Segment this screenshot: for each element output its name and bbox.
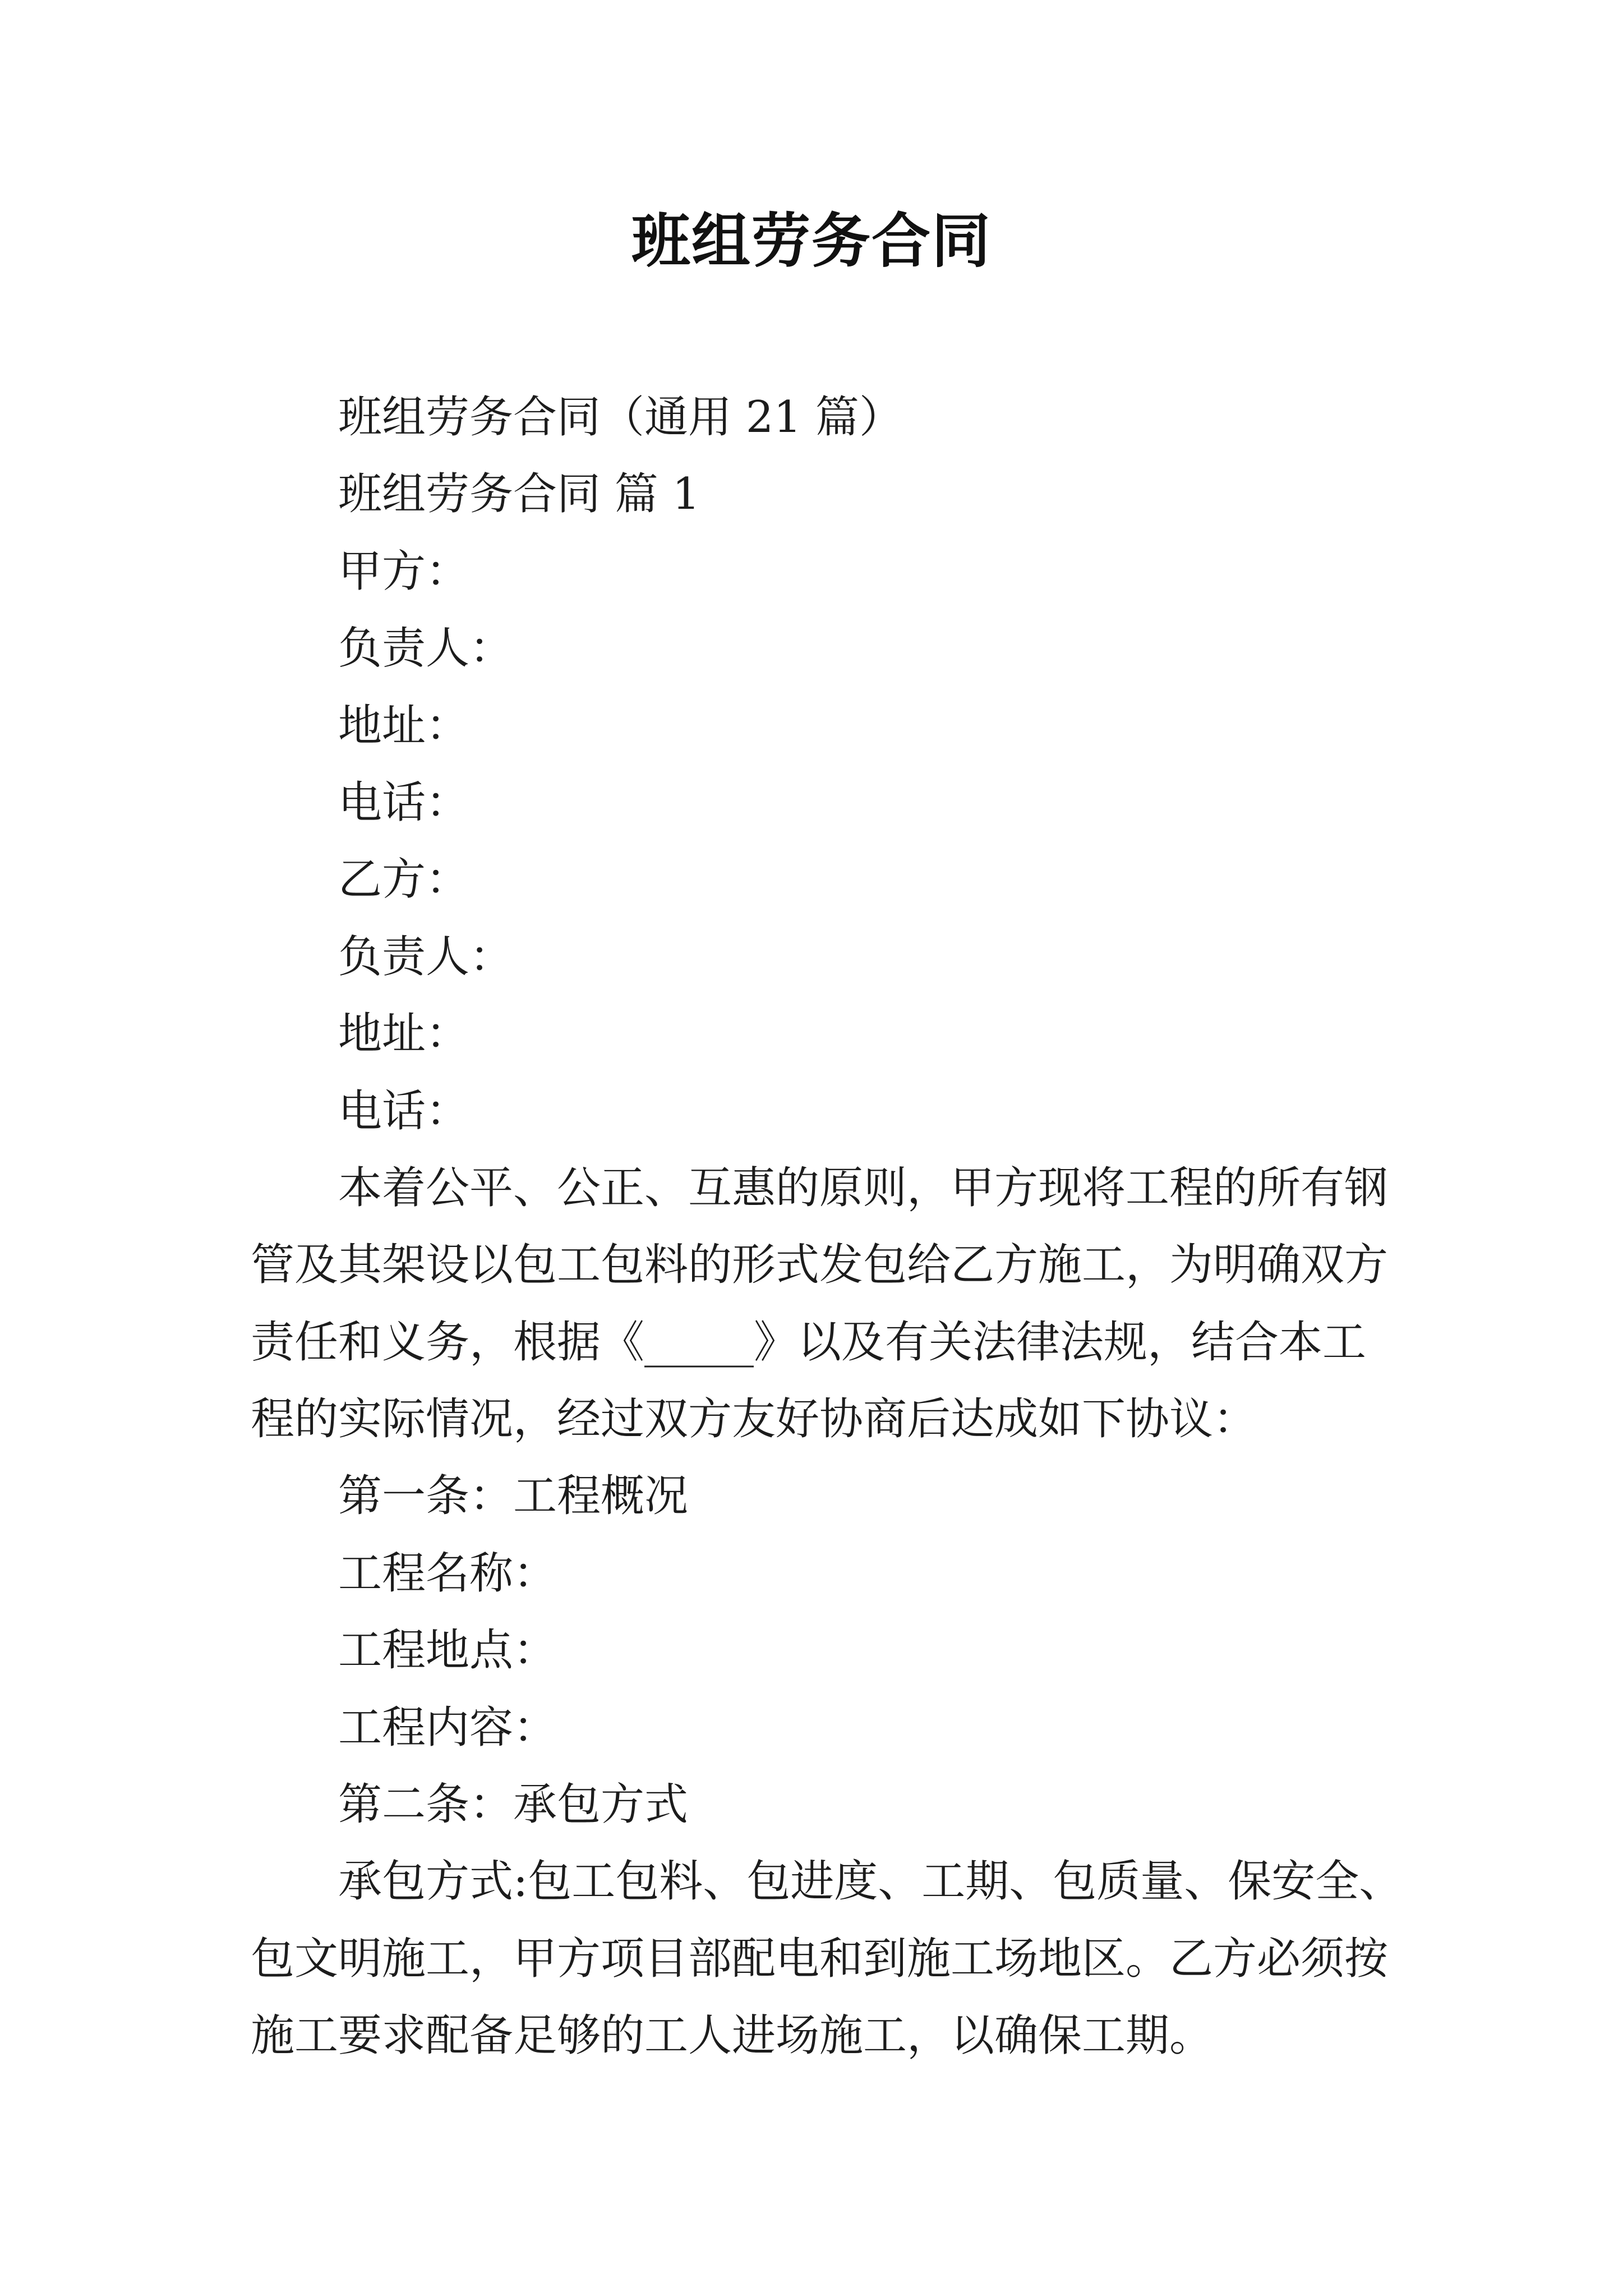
party-b-person: 负责人： (338, 931, 514, 982)
party-a-person: 负责人： (338, 623, 514, 674)
preamble-line: 程的实际情况，经过双方友好协商后达成如下协议： (251, 1394, 1257, 1445)
party-a-phone: 电话： (338, 777, 470, 828)
party-b-label: 乙方： (338, 854, 470, 905)
preamble-line: 本着公平、公正、互惠的原则，甲方现将工程的所有钢 (338, 1162, 1389, 1213)
article-2-body-line: 施工要求配备足够的工人进场施工，以确保工期。 (251, 2010, 1214, 2062)
section-heading: 班组劳务合同 篇 1 (338, 469, 700, 520)
article-2-body-line: 承包方式:包工包料、包进度、工期、包质量、保安全、 (338, 1856, 1403, 1907)
preamble-line: 管及其架设以包工包料的形式发包给乙方施工，为明确双方 (251, 1240, 1389, 1291)
article-2-body-line: 包文明施工，甲方项目部配电和到施工场地区。乙方必须按 (251, 1933, 1389, 1984)
party-a-label: 甲方： (338, 546, 470, 597)
preamble-line: 责任和义务，根据《_____》以及有关法律法规，结合本工 (251, 1317, 1367, 1368)
document-subtitle: 班组劳务合同（通用 21 篇） (338, 392, 903, 443)
party-a-address: 地址： (338, 700, 470, 751)
party-b-address: 地址： (338, 1009, 470, 1060)
party-b-phone: 电话： (338, 1085, 470, 1137)
document-title: 班组劳务合同 (631, 206, 992, 275)
article-1-heading: 第一条：工程概况 (338, 1471, 689, 1522)
project-name-field: 工程名称： (338, 1548, 557, 1599)
article-2-heading: 第二条：承包方式 (338, 1779, 689, 1830)
project-location-field: 工程地点： (338, 1625, 557, 1676)
project-content-field: 工程内容： (338, 1702, 557, 1753)
document-body (251, 379, 1428, 2075)
